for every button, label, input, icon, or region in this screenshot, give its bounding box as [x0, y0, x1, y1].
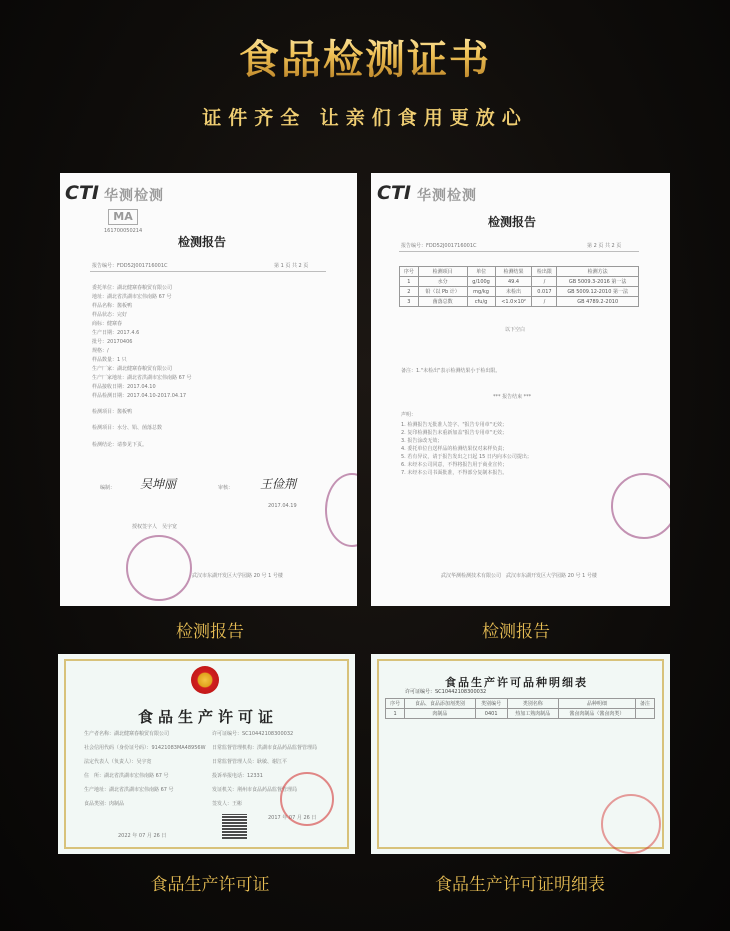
table-footer: 以下空白: [505, 327, 526, 333]
conclusion: 检测结论：请参见下页。: [92, 442, 148, 448]
cma-mark: [108, 209, 138, 225]
divider: [90, 271, 326, 272]
report-footer: 武汉华测检测技术有限公司 武汉市东湖开发区大学园路 20 号 1 号楼: [441, 573, 597, 579]
issue-date: 2022 年 07 月 26 日: [118, 833, 167, 839]
detail-title: 食品生产许可品种明细表: [445, 676, 588, 689]
table-cell: 水分: [418, 277, 467, 287]
report-title: 检测报告: [488, 215, 537, 229]
table-cell: 49.4: [495, 277, 532, 287]
report-end: *** 报告结束 ***: [493, 394, 532, 400]
table-cell: 1: [400, 277, 419, 287]
field-line: 样品名称：酱板鸭: [92, 303, 133, 309]
table-header-cell: 类别名称: [507, 699, 558, 709]
authorized-signer: 授权签字人 吴宇宽: [132, 524, 178, 530]
license-seal: [280, 772, 334, 826]
company-name: 华测检测: [417, 188, 477, 204]
table-cell: 酱卤肉制品（酱卤肉类）: [558, 709, 635, 719]
inspection-seal-edge: [611, 473, 670, 539]
field-line: 生产厂家地址：湖北省洪湖市宏伟南路 67 号: [92, 375, 192, 381]
page-number: 第 1 页 共 2 页: [274, 263, 309, 269]
table-header-cell: 类别编号: [475, 699, 507, 709]
cti-logo: CTI: [377, 182, 411, 204]
license-detail-table: [371, 654, 670, 854]
signature-date: 2017.04.19: [268, 503, 297, 509]
report-number: 报告编号：FDD52J001716001C: [401, 243, 477, 249]
field-line: 许可证编号：SC10442108300032: [212, 731, 294, 737]
table-cell: 热加工熟肉制品: [507, 709, 558, 719]
table-cell: /: [532, 277, 557, 287]
field-line: 规格：/: [92, 348, 109, 354]
field-line: 1. 检测报告无批准人签字、"报告专用章"无效；: [401, 422, 507, 428]
field-line: 投诉举报电话：12331: [212, 773, 263, 779]
caption-license: 食品生产许可证: [150, 875, 270, 895]
field-line: 3. 报告涂改无效；: [401, 438, 443, 444]
field-line: 生产者名称：湖北健寨春粮贸有限公司: [84, 731, 170, 737]
divider: [399, 251, 639, 252]
license-seal: [601, 794, 661, 854]
field-line: 生产日期：2017.4.6: [92, 330, 140, 336]
detail-table: [385, 698, 655, 719]
report-number: 报告编号：FDD52J001716001C: [92, 263, 168, 269]
table-cell: /: [532, 297, 557, 307]
reviewer-label: 审核：: [218, 485, 234, 491]
table-cell: GB 5009.3-2016 第一法: [557, 277, 639, 287]
report-note: 备注：1."未检出"表示检测结果小于检出限。: [401, 368, 501, 374]
caption-test-report-1: 检测报告: [176, 622, 244, 642]
cti-logo: CTI: [65, 182, 99, 204]
license-title: 食品生产许可证: [138, 708, 279, 726]
field-line: 生产厂家：湖北健寨春粮贸有限公司: [92, 366, 173, 372]
field-line: 社会信用代码（身份证号码）：91421083MA48956W: [84, 745, 206, 751]
caption-test-report-2: 检测报告: [482, 622, 550, 642]
test-items: 检测项目：水分、铅、菌落总数: [92, 425, 163, 431]
field-line: 5. 若有异议，请于报告发出之日起 15 日内向本公司提出；: [401, 454, 532, 460]
table-cell: 0401: [475, 709, 507, 719]
table-cell: 0.017: [532, 287, 557, 297]
table-header-cell: 检测方法: [557, 267, 639, 277]
table-cell: 3: [400, 297, 419, 307]
table-cell: 铅（以 Pb 计）: [418, 287, 467, 297]
report-title: 检测报告: [178, 235, 227, 249]
field-line: 地址：湖北省洪湖市宏伟南路 67 号: [92, 294, 172, 300]
table-header-cell: 检测项目: [418, 267, 467, 277]
field-line: 生产地址：湖北省洪湖市宏伟南路 67 号: [84, 787, 174, 793]
table-cell: 未检出: [495, 287, 532, 297]
field-line: 住 所：湖北省洪湖市宏伟南路 67 号: [84, 773, 169, 779]
sign-date: 2017 年 07 月 26 日: [268, 815, 317, 821]
test-report-page2: [371, 173, 670, 606]
table-header-cell: 序号: [386, 699, 405, 709]
food-production-license: [58, 654, 355, 854]
field-line: 日常监督管理人员：耿敏、谢江平: [212, 759, 288, 765]
compiler-signature: 吴坤丽: [140, 477, 177, 491]
field-line: 食品类别：肉制品: [84, 801, 125, 807]
table-header-cell: 品种明细: [558, 699, 635, 709]
qr-code: [222, 814, 247, 839]
field-line: 委托单位：湖北健寨春粮贸有限公司: [92, 285, 173, 291]
permit-number: 许可证编号：SC10442108300032: [405, 689, 487, 695]
table-cell: [635, 709, 654, 719]
table-cell: 肉制品: [405, 709, 475, 719]
field-line: 2. 复印检测报告未重新加盖"报告专用章"无效；: [401, 430, 507, 436]
table-cell: cfu/g: [467, 297, 495, 307]
table-header-cell: 检测结果: [495, 267, 532, 277]
test-item: 检测项目：酱板鸭: [92, 409, 133, 415]
table-cell: 1: [386, 709, 405, 719]
table-cell: GB 4789.2-2010: [557, 297, 639, 307]
table-header-cell: 单位: [467, 267, 495, 277]
declaration-title: 声明：: [401, 412, 417, 418]
table-cell: <1.0×10²: [495, 297, 532, 307]
field-line: 样品状态：完好: [92, 312, 128, 318]
compiler-label: 编制：: [100, 485, 116, 491]
inspection-seal-edge: [325, 473, 357, 547]
field-line: 日常监督管理机构：洪湖市食品药品监督管理局: [212, 745, 318, 751]
cma-label: MA: [113, 210, 133, 223]
cma-number: 161700050214: [104, 228, 143, 234]
company-name: 华测检测: [104, 188, 164, 204]
field-line: 7. 未经本公司书面批准，不得部分复制本报告。: [401, 470, 508, 476]
national-emblem: [191, 666, 219, 694]
page-number: 第 2 页 共 2 页: [587, 243, 622, 249]
caption-license-detail: 食品生产许可证明细表: [435, 875, 605, 895]
field-line: 样品检测日期：2017.04.10-2017.04.17: [92, 393, 187, 399]
table-cell: mg/kg: [467, 287, 495, 297]
field-line: 发证机关：荆州市食品药品监督管理局: [212, 787, 298, 793]
test-report-page1: [60, 173, 357, 606]
report-footer: 武汉市东湖开发区大学园路 20 号 1 号楼: [192, 573, 283, 579]
field-line: 法定代表人（负责人）：吴宇宽: [84, 759, 152, 765]
field-line: 样品接收日期：2017.04.10: [92, 384, 156, 390]
table-cell: 菌落总数: [418, 297, 467, 307]
field-line: 签发人：王彬: [212, 801, 243, 807]
table-header-cell: 食品、食品添加剂类别: [405, 699, 475, 709]
table-header-cell: 检出限: [532, 267, 557, 277]
table-row: [400, 297, 639, 307]
field-line: 商标：健寨春: [92, 321, 123, 327]
table-cell: GB 5009.12-2010 第一法: [557, 287, 639, 297]
field-line: 样品数量：1 只: [92, 357, 127, 363]
reviewer-signature: 王俭荆: [260, 477, 297, 491]
table-row: [400, 287, 639, 297]
results-table: [399, 266, 639, 307]
inspection-seal: [126, 535, 192, 601]
table-cell: g/100g: [467, 277, 495, 287]
table-header-cell: 备注: [635, 699, 654, 709]
field-line: 4. 委托单位自送样品的检测结果仅对来样负责；: [401, 446, 508, 452]
page-subtitle: 证件齐全 让亲们食用更放心: [202, 107, 528, 129]
table-row: [400, 277, 639, 287]
table-header-cell: 序号: [400, 267, 419, 277]
page-title: 食品检测证书: [0, 28, 730, 85]
table-row: [386, 709, 655, 719]
field-line: 6. 未经本公司同意，不得将报告用于商业宣传；: [401, 462, 508, 468]
field-line: 批号：20170406: [92, 339, 133, 345]
table-cell: 2: [400, 287, 419, 297]
